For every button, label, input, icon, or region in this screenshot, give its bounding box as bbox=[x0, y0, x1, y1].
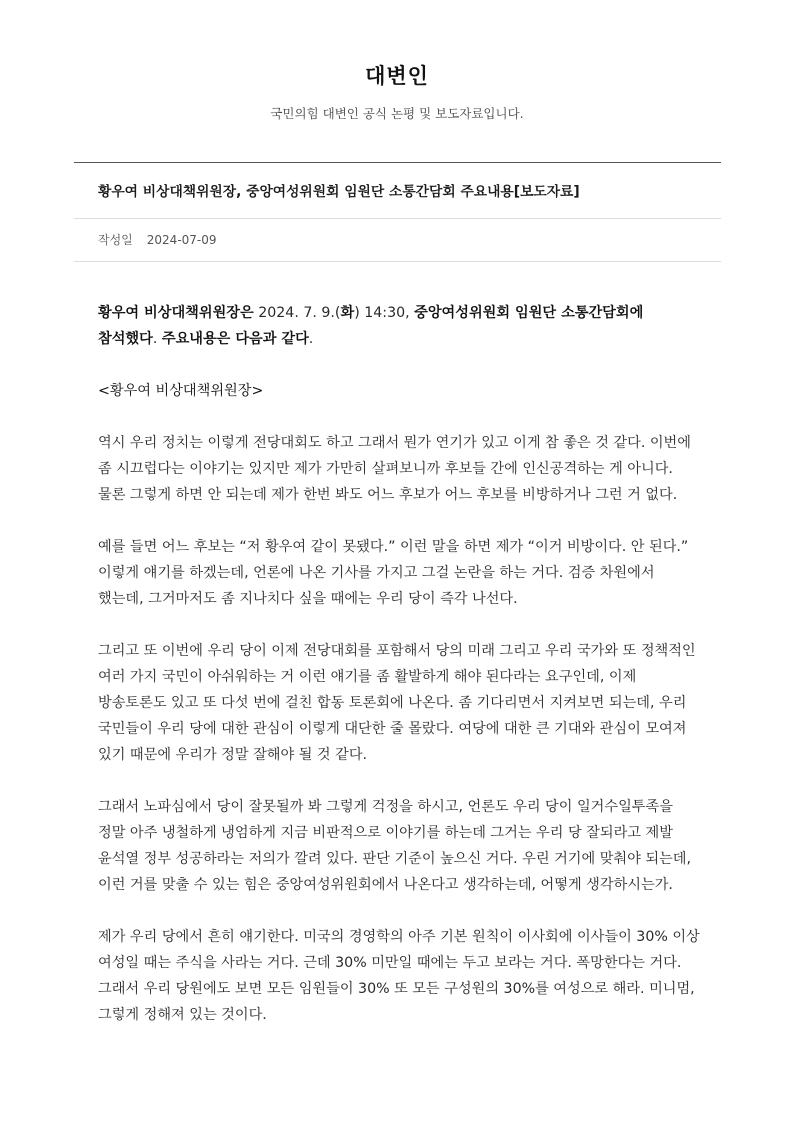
header-divider bbox=[74, 162, 721, 163]
title-divider bbox=[74, 218, 721, 219]
lead-text: ) 14:30, bbox=[354, 305, 415, 321]
body-paragraph: 역시 우리 정치는 이렇게 전당대회도 하고 그래서 뭔가 연기가 있고 이게 참 좋은 것 같다. 이번에 좀 시끄럽다는 이야기는 있지만 제가 가만히 살펴보니까 후보들 간에 인신공격하는 게 아니다. 물론 그렇게 하면 안 되는데 제가 한번 봐도 어느 후보가 어느 후보를 비방하거나 그런 거 없다. bbox=[98, 435, 691, 503]
lead-text: 2024. 7. 9.( bbox=[253, 305, 341, 321]
post-body bbox=[98, 300, 702, 1054]
meta-date-value: 2024-07-09 bbox=[146, 233, 217, 247]
lead-text: . bbox=[308, 331, 314, 347]
section-heading: <황우여 비상대책위원장> bbox=[98, 383, 264, 399]
site-title: 대변인 bbox=[365, 64, 429, 88]
body-paragraph: 제가 우리 당에서 흔히 얘기한다. 미국의 경영학의 아주 기본 원칙이 이사회에 이사들이 30% 이상 여성일 때는 주식을 사라는 거다. 근데 30% 미만일 때에는 두고 보라는 거다. 폭망한다는 거다. 그래서 우리 당원에도 보면 모든 임원들이 30% 또 모든 구성원의 30%를 여성으로 해라. 미니멈, 그렇게 정해져 있는 것이다. bbox=[98, 929, 700, 1023]
lead-paragraph bbox=[98, 300, 702, 352]
lead-text-bold: 화 bbox=[340, 305, 355, 321]
site-subtitle: 국민의힘 대변인 공식 논평 및 보도자료입니다. bbox=[270, 106, 524, 121]
lead-text-bold: 주요내용은 다음과 같다 bbox=[161, 331, 309, 347]
body-paragraph: 그리고 또 이번에 우리 당이 이제 전당대회를 포함해서 당의 미래 그리고 우리 국가와 또 정책적인 여러 가지 국민이 아쉬워하는 거 이런 얘기를 좀 활발하게 해야 된다라는 요구인데, 이제 방송토론도 있고 또 다섯 번에 걸친 합동 토론회에 나온다. 좀 기다리면서 지켜보면 되는데, 우리 국민들이 우리 당에 대한 관심이 이렇게 대단한 줄 몰랐다. 여당에 대한 큰 기대와 관심이 모여져 있기 때문에 우리가 정말 잘해야 될 것 같다. bbox=[98, 643, 696, 763]
post-meta bbox=[98, 231, 217, 248]
body-paragraph: 그래서 노파심에서 당이 잘못될까 봐 그렇게 걱정을 하시고, 언론도 우리 당이 일거수일투족을 정말 아주 냉철하게 냉엄하게 지금 비판적으로 이야기를 하는데 그거는 우리 당 잘되라고 제발 윤석열 정부 성공하라는 저의가 깔려 있다. 판단 기준이 높으신 거다. 우린 거기에 맞춰야 되는데, 이런 거를 맞출 수 있는 힘은 중앙여성위원회에서 나온다고 생각하는데, 어떻게 생각하시는가. bbox=[98, 799, 691, 893]
body-paragraph: 예를 들면 어느 후보는 “저 황우여 같이 못됐다.” 이런 말을 하면 제가 “이거 비방이다. 안 된다.” 이렇게 얘기를 하겠는데, 언론에 나온 기사를 가지고 그걸 논란을 하는 거다. 검증 차원에서 했는데, 그거마저도 좀 지나치다 싶을 때에는 우리 당이 즉각 나선다. bbox=[98, 539, 689, 607]
meta-divider bbox=[74, 261, 721, 262]
lead-text: . bbox=[152, 331, 162, 347]
lead-text-bold: 황우여 비상대책위원장은 bbox=[98, 305, 254, 321]
meta-date-label: 작성일 bbox=[98, 233, 133, 247]
lead-text-bold: 중앙여성위원회 임원단 소통간담회에 참석했다 bbox=[98, 305, 644, 347]
post-title: 황우여 비상대책위원장, 중앙여성위원회 임원단 소통간담회 주요내용[보도자료] bbox=[98, 184, 580, 200]
